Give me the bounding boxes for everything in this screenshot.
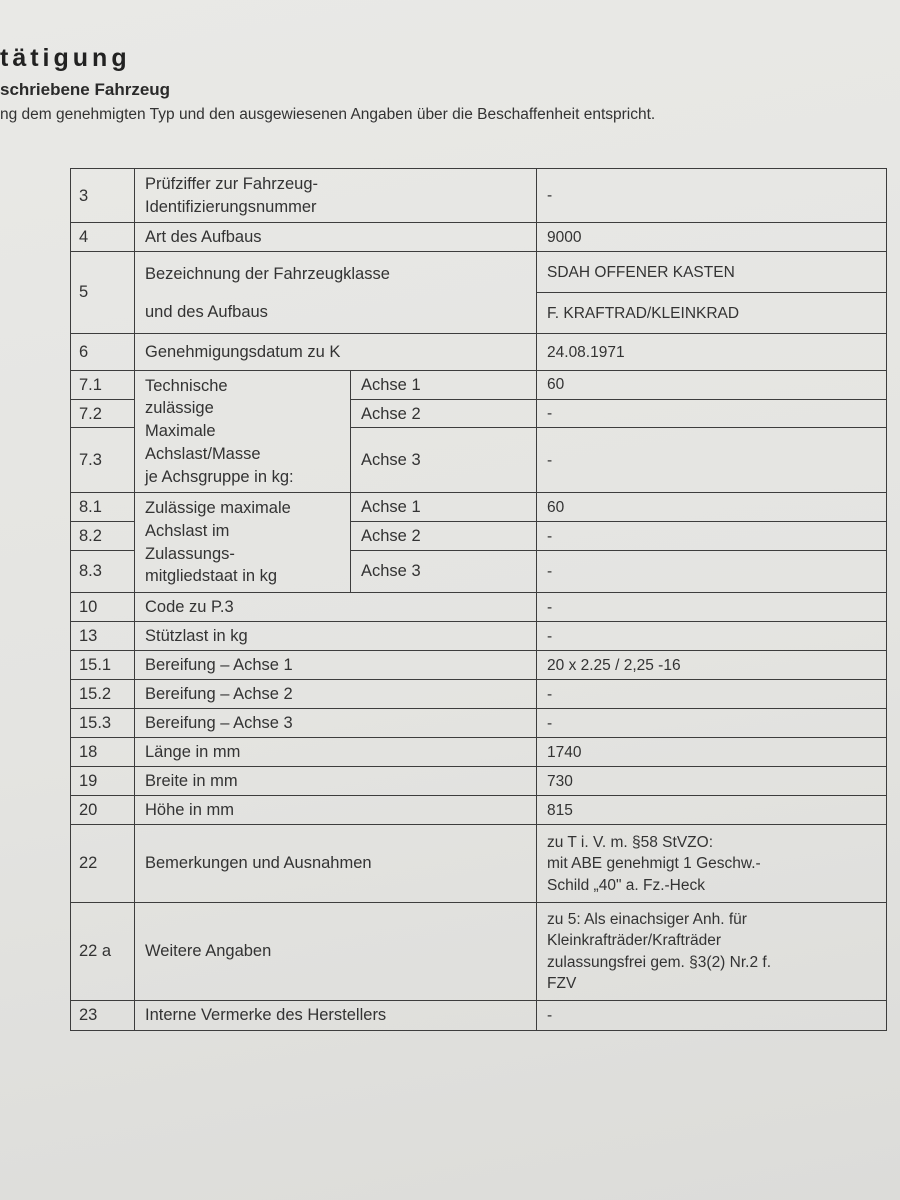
row-value: - [537,1000,887,1030]
table-row [71,737,887,766]
table-row [71,795,887,824]
row-label: Weitere Angaben [135,902,537,1000]
row-value-line: Schild „40" a. Fz.-Heck [547,876,705,894]
row-value-line: zu 5: Als einachsiger Anh. für [547,911,747,929]
row-label: Art des Aufbaus [135,223,537,252]
row-value-line: zu T i. V. m. §58 StVZO: [547,833,713,851]
row-label [135,169,537,223]
row-value: - [537,169,887,223]
table-row [71,902,887,1000]
row-value: 815 [537,795,887,824]
row-number: 22 [71,824,135,902]
table-row [71,1000,887,1030]
row-label: Genehmigungsdatum zu K [135,333,537,370]
row-value: SDAH OFFENER KASTEN [537,251,887,292]
row-number: 18 [71,737,135,766]
row-label-line: Prüfziffer zur Fahrzeug- [145,175,319,194]
row-label-line: Bezeichnung der Fahrzeugklasse [145,264,390,283]
row-value: 20 x 2.25 / 2,25 -16 [537,650,887,679]
row-value [537,824,887,902]
row-value-line: zulassungsfrei gem. §3(2) Nr.2 f. [547,953,772,971]
row-number: 20 [71,795,135,824]
row-number: 23 [71,1000,135,1030]
axle-label: Achse 2 [351,399,537,428]
row-value-line: Kleinkrafträder/Krafträder [547,932,722,950]
row-number: 10 [71,592,135,621]
row-number: 19 [71,766,135,795]
row-value: - [537,708,887,737]
table-row [71,223,887,252]
row-label: Breite in mm [135,766,537,795]
table-row [71,169,887,223]
row-number: 15.2 [71,679,135,708]
row-value: 730 [537,766,887,795]
group-label-line: Zulässige maximale [145,499,291,518]
row-number: 8.3 [71,550,135,592]
row-number: 3 [71,169,135,223]
vehicle-data-table [70,168,887,1031]
row-label-line: und des Aufbaus [145,302,268,321]
row-label: Länge in mm [135,737,537,766]
row-value: 9000 [537,223,887,252]
axle-label: Achse 3 [351,550,537,592]
row-number: 22 a [71,902,135,1000]
row-number: 6 [71,333,135,370]
group-label-line: Achslast/Masse [145,444,261,463]
axle-label: Achse 1 [351,370,537,399]
group-label-line: Technische [145,376,228,395]
row-number: 8.2 [71,522,135,551]
row-number: 15.3 [71,708,135,737]
group-label-line: Maximale [145,422,216,441]
group-label-line: zulässige [145,399,214,418]
row-value: F. KRAFTRAD/KLEINKRAD [537,292,887,333]
row-value [537,902,887,1000]
axle-label: Achse 1 [351,493,537,522]
table-row [71,592,887,621]
row-number: 5 [71,251,135,333]
document-intro-line: ng dem genehmigten Typ und den ausgewiesenen Angaben über die Beschaffenheit entspricht. [0,106,656,123]
row-number: 7.2 [71,399,135,428]
row-value: 60 [537,493,887,522]
row-label: Bereifung – Achse 1 [135,650,537,679]
row-label: Bereifung – Achse 3 [135,708,537,737]
axle-label: Achse 3 [351,428,537,493]
row-label: Code zu P.3 [135,592,537,621]
table-row [71,650,887,679]
group-label-line: Zulassungs- [145,544,235,563]
row-value-line: FZV [547,975,577,993]
table-row [71,621,887,650]
row-value: - [537,621,887,650]
row-value: - [537,550,887,592]
table-row [71,251,887,292]
row-value: - [537,592,887,621]
row-number: 4 [71,223,135,252]
row-label: Stützlast in kg [135,621,537,650]
row-label [135,251,537,333]
row-number: 7.3 [71,428,135,493]
row-label-line: Identifizierungsnummer [145,198,317,216]
table-row [71,493,887,522]
table-row [71,370,887,399]
row-value: - [537,399,887,428]
document-title: tätigung [0,44,131,72]
axle-label: Achse 2 [351,522,537,551]
row-value: 24.08.1971 [537,333,887,370]
row-number: 15.1 [71,650,135,679]
table-row [71,679,887,708]
group-label-7 [135,370,351,493]
row-number: 13 [71,621,135,650]
table-row [71,824,887,902]
row-value: - [537,522,887,551]
row-number: 7.1 [71,370,135,399]
row-label: Bemerkungen und Ausnahmen [135,824,537,902]
row-value: 60 [537,370,887,399]
row-number: 8.1 [71,493,135,522]
row-label: Höhe in mm [135,795,537,824]
row-value: - [537,428,887,493]
table-row [71,333,887,370]
document-subtitle: schriebene Fahrzeug [0,80,171,99]
group-label-line: mitgliedstaat in kg [145,567,278,586]
group-label-8 [135,493,351,593]
row-value: 1740 [537,737,887,766]
group-label-line: Achslast im [145,521,230,540]
row-label: Bereifung – Achse 2 [135,679,537,708]
row-value-line: mit ABE genehmigt 1 Geschw.- [547,855,761,873]
table-row [71,708,887,737]
row-label: Interne Vermerke des Herstellers [135,1000,537,1030]
table-row [71,766,887,795]
group-label-line: je Achsgruppe in kg: [145,467,294,486]
row-value: - [537,679,887,708]
